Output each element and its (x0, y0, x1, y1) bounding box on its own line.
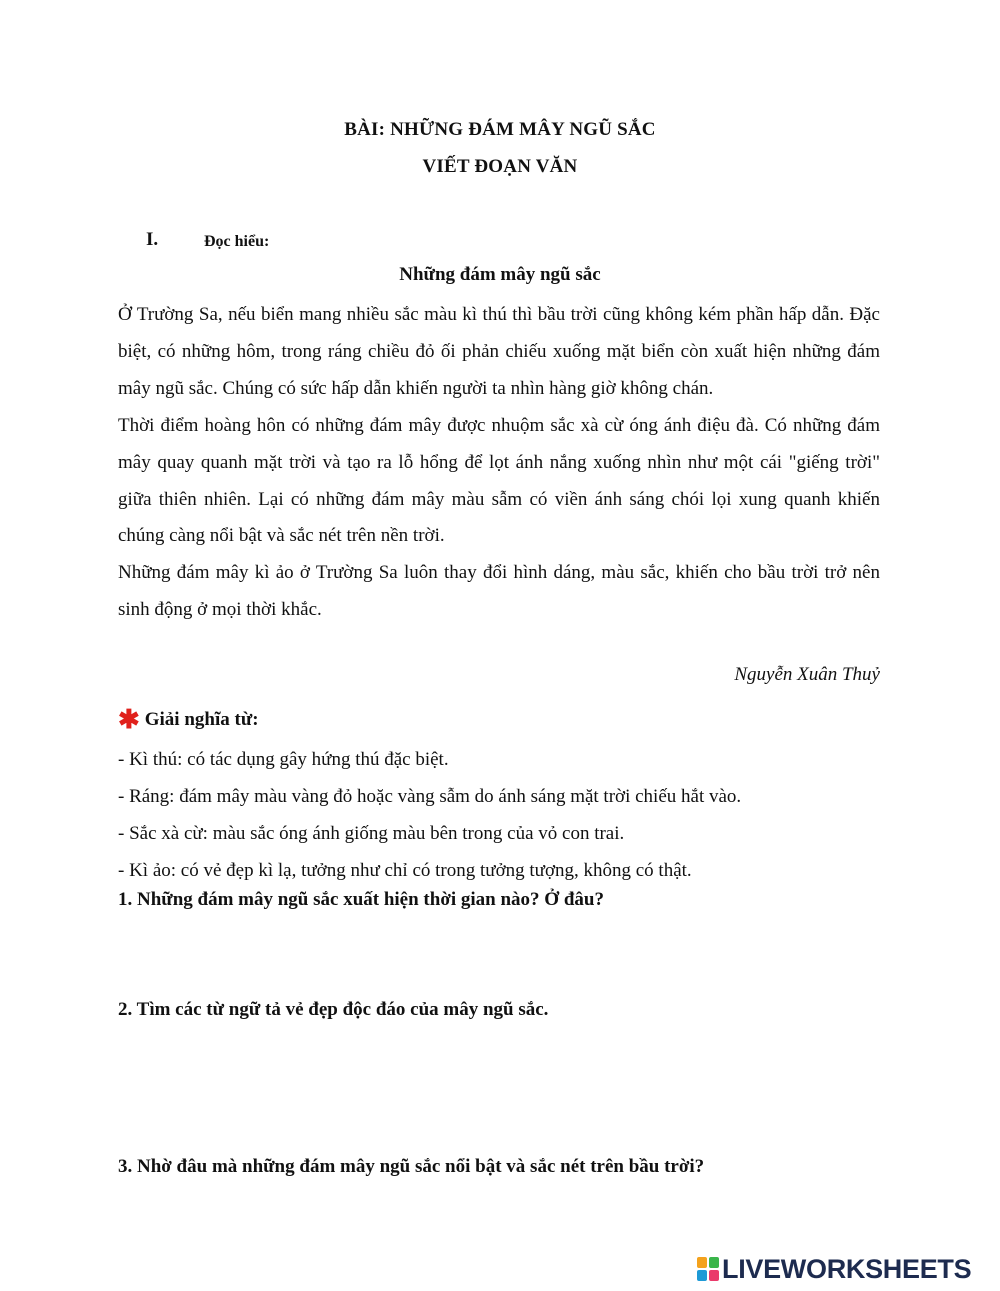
question-3: 3. Nhờ đâu mà những đám mây ngũ sắc nổi bật và sắc nét trên bầu trời? (118, 1156, 705, 1177)
glossary-list (118, 742, 888, 890)
passage-paragraph: Thời điểm hoàng hôn có những đám mây được nhuộm sắc xà cừ óng ánh điệu đà. Có những đám mây quay quanh mặt trời và tạo ra lỗ hổng để lọt ánh nắng xuống nhìn như một cái "giếng trời" giữa thiên nhiên. Lại có những đám mây màu sẫm có viền ánh sáng chói lọi xung quanh khiến chúng càng nổi bật và sắc nét trên nền trời. (118, 414, 880, 547)
glossary-item: - Kì ảo: có vẻ đẹp kì lạ, tưởng như chỉ có trong tưởng tượng, không có thật. (118, 859, 692, 881)
logo-text: LIVEWORKSHEETS (722, 1253, 972, 1284)
question-2: 2. Tìm các từ ngữ tả vẻ đẹp độc đáo của mây ngũ sắc. (118, 999, 549, 1020)
story-title: Những đám mây ngũ sắc (399, 264, 601, 285)
glossary-item: - Sắc xà cừ: màu sắc óng ánh giống màu bên trong của vỏ con trai. (118, 822, 625, 844)
liveworksheets-logo (697, 1254, 971, 1284)
glossary-heading-text: Giải nghĩa từ: (144, 709, 259, 730)
section-label: Đọc hiểu: (204, 233, 270, 250)
asterisk-icon: ✱ (118, 705, 140, 734)
passage-paragraph: Những đám mây kì ảo ở Trường Sa luôn thay đổi hình dáng, màu sắc, khiến cho bầu trời trở nên sinh động ở mọi thời khắc. (118, 562, 880, 621)
glossary-item: - Kì thú: có tác dụng gây hứng thú đặc biệt. (118, 749, 449, 770)
glossary-heading (118, 705, 259, 735)
section-numeral: I. (146, 229, 159, 250)
lesson-subtitle: VIẾT ĐOẠN VĂN (422, 156, 578, 177)
passage-paragraph: Ở Trường Sa, nếu biển mang nhiều sắc màu kì thú thì bầu trời cũng không kém phần hấp dẫn. Đặc biệt, có những hôm, trong ráng chiều đỏ ối phản chiếu xuống mặt biển còn xuất hiện những đám mây ngũ sắc. Chúng có sức hấp dẫn khiến người ta nhìn hàng giờ không chán. (118, 304, 880, 399)
author-name: Nguyễn Xuân Thuỷ (734, 664, 880, 685)
reading-passage (118, 297, 880, 629)
glossary-item: - Ráng: đám mây màu vàng đỏ hoặc vàng sẫm do ánh sáng mặt trời chiếu hắt vào. (118, 785, 742, 807)
lesson-title: BÀI: NHỮNG ĐÁM MÂY NGŨ SẮC (344, 119, 656, 140)
question-1: 1. Những đám mây ngũ sắc xuất hiện thời gian nào? Ở đâu? (118, 889, 604, 910)
liveworksheets-logo-icon (697, 1257, 719, 1281)
